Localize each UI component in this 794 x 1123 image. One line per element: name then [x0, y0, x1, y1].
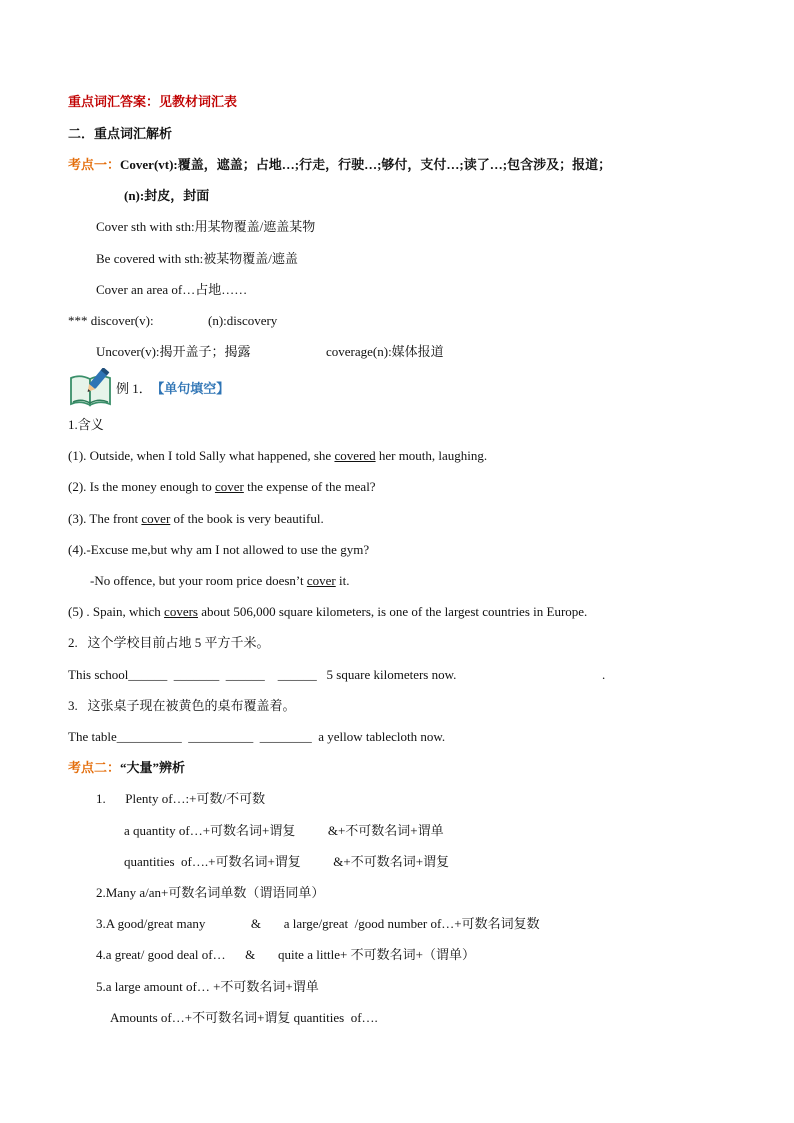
q2-fill-line: This school______ _______ ______ ______ 5 square kilometers now.: [68, 667, 457, 682]
point1-line: [68, 156, 611, 174]
point1-word: Cover(vt):: [120, 157, 178, 172]
q3-fill-line: The table__________ __________ ________ a yellow tablecloth now.: [68, 729, 446, 744]
sentence-text: her mouth, laughing.: [375, 448, 488, 463]
usage-3: Cover an area of…占地……: [96, 282, 248, 297]
q1-sentence-2: [68, 478, 376, 496]
example-label: 例 1．: [116, 381, 152, 396]
sentence-text: (3). The front: [68, 511, 142, 526]
point2-item-4: 4.a great/ good deal of… & quite a little+ 不可数名词+（谓单）: [96, 947, 475, 962]
answer-word: covers: [164, 604, 198, 619]
usage-2: Be covered with sth:被某物覆盖/遮盖: [96, 251, 298, 266]
answer-word: cover: [214, 479, 244, 494]
point1-def: 覆盖，遮盖；占地…;行走，行驶…;够付，支付…;读了…;包含涉及；报道；: [177, 157, 612, 172]
usage-1: Cover sth with sth:用某物覆盖/遮盖某物: [96, 219, 316, 234]
point2-item-2: 2.Many a/an+可数名词单数（谓语同单）: [96, 885, 325, 900]
q1-sentence-1: [68, 447, 487, 465]
q3-prompt: 3. 这张桌子现在被黄色的桌布覆盖着。: [68, 698, 296, 713]
q1-title: 1.含义: [68, 417, 104, 432]
q1-sentence-4-question: (4).-Excuse me,but why am I not allowed to use the gym?: [68, 542, 370, 557]
example-heading: [116, 380, 229, 398]
sentence-text: the expense of the meal?: [243, 479, 376, 494]
point2-item-5: 5.a large amount of… +不可数名词+谓单: [96, 979, 319, 994]
point2-label: 考点二：: [68, 760, 121, 775]
point2-item-1b: quantities of….+可数名词+谓复 &+不可数名词+谓复: [124, 854, 450, 869]
q1-sentence-4-answer: [90, 572, 349, 590]
point2-item-1a: a quantity of…+可数名词+谓复 &+不可数名词+谓单: [124, 823, 444, 838]
point2-title: “大量”辨析: [120, 760, 186, 775]
example-type: 【单句填空】: [157, 381, 230, 396]
sentence-text: -No offence, but your room price doesn’t: [90, 573, 307, 588]
point2-heading: [68, 759, 185, 777]
answer-heading: 重点词汇答案：见教材词汇表: [68, 94, 238, 109]
point2-item-5b: Amounts of…+不可数名词+谓复 quantities of….: [110, 1010, 378, 1025]
answer-word: cover: [141, 511, 171, 526]
sentence-text: (5) . Spain, which: [68, 604, 165, 619]
point1-label: 考点一：: [68, 157, 121, 172]
sentence-text: of the book is very beautiful.: [170, 511, 324, 526]
point2-item-1: 1. Plenty of…:+可数/不可数: [96, 791, 266, 806]
section-heading: 二．重点词汇解析: [68, 126, 173, 141]
q2-prompt: 2. 这个学校目前占地 5 平方千米。: [68, 635, 270, 650]
sentence-text: it.: [335, 573, 350, 588]
point1-noun-def: (n):封皮，封面: [124, 188, 210, 203]
discover-noun: (n):discovery: [208, 313, 278, 328]
discover-verb: *** discover(v):: [68, 313, 154, 328]
sentence-text: (1). Outside, when I told Sally what happened, she: [68, 448, 335, 463]
uncover-line: Uncover(v):揭开盖子；揭露: [96, 344, 251, 359]
answer-word: covered: [334, 448, 376, 463]
book-pencil-icon: [68, 368, 114, 408]
q1-sentence-3: [68, 510, 324, 528]
sentence-text: about 506,000 square kilometers, is one of the largest countries in Europe.: [197, 604, 588, 619]
q1-sentence-5: [68, 603, 587, 621]
point2-item-3: 3.A good/great many & a large/great /good number of…+可数名词复数: [96, 916, 540, 931]
coverage-line: coverage(n):媒体报道: [326, 344, 444, 359]
q2-period: .: [602, 667, 606, 682]
sentence-text: (2). Is the money enough to: [68, 479, 215, 494]
answer-word: cover: [306, 573, 336, 588]
